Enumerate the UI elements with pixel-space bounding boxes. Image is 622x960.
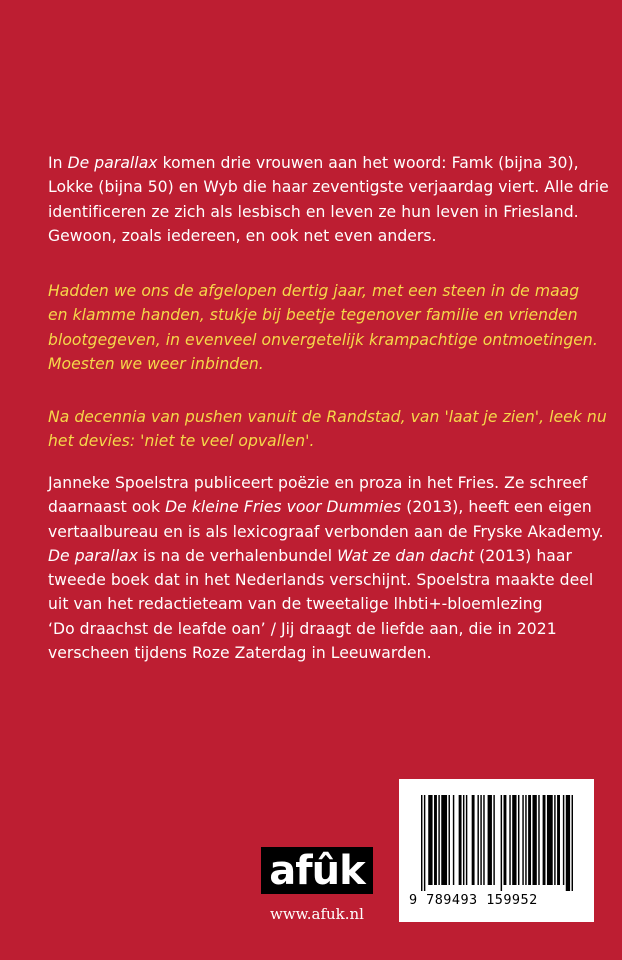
- synopsis-line: Lokke (bijna 50) en Wyb die haar zeventigste verjaardag viert. Alle drie: [48, 178, 609, 197]
- barcode-bar: [434, 795, 437, 885]
- barcode-bar: [512, 795, 516, 885]
- barcode-bar: [566, 795, 570, 891]
- synopsis-line: Gewoon, zoals iedereen, en ook net even anders.: [48, 226, 437, 245]
- quote-line: het devies: 'niet te veel opvallen'.: [48, 432, 315, 451]
- barcode-bar: [463, 795, 464, 885]
- quote-excerpt-1: [48, 279, 598, 376]
- barcode-bar: [543, 795, 546, 885]
- barcode-bar: [453, 795, 454, 885]
- bio-line: vertaalbureau en is als lexicograaf verbonden aan de Fryske Akademy.: [48, 522, 604, 541]
- barcode-bar: [572, 795, 573, 891]
- bio-line: daarnaast ook De kleine Fries voor Dummies (2013), heeft een eigen: [48, 498, 592, 517]
- book-title: De parallax: [48, 546, 138, 565]
- publisher-logo: [261, 847, 373, 894]
- barcode-bar: [472, 795, 475, 885]
- barcode-bar: [421, 795, 422, 891]
- bio-line: De parallax is na de verhalenbundel Wat ze dan dacht (2013) haar: [48, 546, 572, 565]
- barcode-bar: [441, 795, 447, 885]
- bio-line: Janneke Spoelstra publiceert poëzie en proza in het Fries. Ze schreef: [48, 474, 588, 492]
- book-title: De kleine Fries voor Dummies: [165, 498, 402, 517]
- barcode-bar: [563, 795, 564, 885]
- barcode-bar: [480, 795, 481, 885]
- barcode-bar: [522, 795, 523, 885]
- barcode-bar: [538, 795, 539, 885]
- bio-line: uit van het redactieteam van de tweetalige lhbti+-bloemlezing: [48, 595, 543, 614]
- publisher-website: www.afuk.nl: [270, 905, 364, 923]
- barcode-bar: [554, 795, 555, 885]
- barcode-bar: [532, 795, 536, 885]
- synopsis-line: In De parallax komen drie vrouwen aan het woord: Famk (bijna 30),: [48, 154, 579, 172]
- quote-excerpt-2: [48, 405, 607, 454]
- book-title: De parallax: [67, 154, 158, 172]
- bio-line: verscheen tijdens Roze Zaterdag in Leeuwarden.: [48, 644, 432, 663]
- barcode-bar: [493, 795, 494, 885]
- synopsis-paragraph: [48, 151, 609, 248]
- barcode-bar: [488, 795, 492, 885]
- barcode-bar: [483, 795, 484, 885]
- bio-line: tweede boek dat in het Nederlands verschijnt. Spoelstra maakte deel: [48, 571, 594, 590]
- book-title: Wat ze dan dacht: [337, 546, 475, 565]
- publisher-logo-text: afûk: [269, 847, 365, 894]
- author-bio: [48, 471, 604, 665]
- barcode-bar: [449, 795, 450, 885]
- barcode-bar: [557, 795, 560, 885]
- barcode-bar: [518, 795, 519, 885]
- barcode-bar: [525, 795, 526, 885]
- barcode-bar: [428, 795, 432, 885]
- bio-line: ‘Do draachst de leafde oan’ / Jij draagt de liefde aan, die in 2021: [48, 619, 557, 638]
- barcode-bar: [528, 795, 531, 885]
- barcode-bar: [504, 795, 507, 885]
- barcode-bar: [459, 795, 462, 885]
- barcode-bar: [501, 795, 502, 891]
- synopsis-line: identificeren ze zich als lesbisch en leven ze hun leven in Friesland.: [48, 202, 579, 221]
- barcode-bar: [438, 795, 439, 885]
- quote-line: en klamme handen, stukje bij beetje tegenover familie en vrienden: [48, 306, 578, 325]
- quote-line: Na decennia van pushen vanuit de Randstad, van 'laat je zien', leek nu: [48, 408, 607, 426]
- isbn-digits: 9 789493 159952: [409, 892, 538, 908]
- isbn-barcode: [399, 779, 594, 922]
- quote-line: Moesten we weer inbinden.: [48, 354, 264, 373]
- barcode-bar: [509, 795, 510, 885]
- quote-line: Hadden we ons de afgelopen dertig jaar, met een steen in de maag: [48, 282, 580, 300]
- barcode-bars: [421, 795, 573, 891]
- barcode-bar: [547, 795, 553, 885]
- barcode-bar: [466, 795, 467, 885]
- quote-line: blootgegeven, in evenveel onvergetelijk krampachtige ontmoetingen.: [48, 330, 598, 349]
- barcode-bar: [477, 795, 478, 885]
- barcode-bar: [424, 795, 425, 891]
